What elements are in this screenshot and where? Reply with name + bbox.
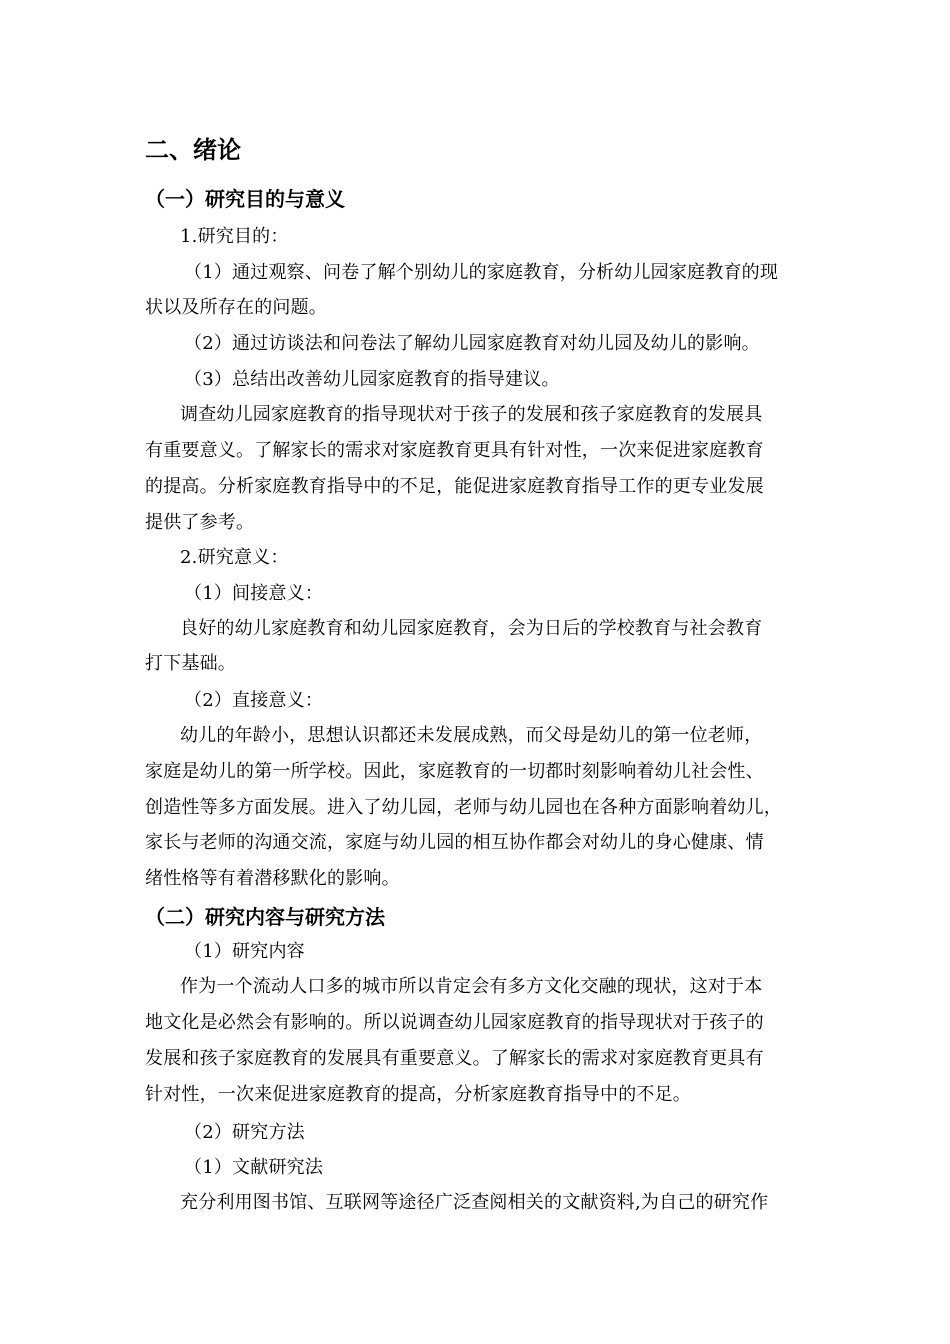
literature-method-label: （1）文献研究法 (184, 1157, 324, 1178)
research-content-line: 地文化是必然会有影响的。所以说调查幼儿园家庭教育的指导现状对于孩子的 (145, 1012, 764, 1033)
research-content-line: 发展和孩子家庭教育的发展具有重要意义。了解家长的需求对家庭教育更具有 (145, 1048, 764, 1069)
direct-significance-line: 幼儿的年龄小，思想认识都还未发展成熟，而父母是幼儿的第一位老师， (180, 725, 763, 746)
indirect-significance-line: 打下基础。 (145, 653, 236, 674)
direct-significance-label: （2）直接意义： (184, 690, 324, 711)
purpose-label: 1.研究目的： (180, 226, 289, 247)
significance-label: 2.研究意义： (180, 547, 289, 568)
purpose-item-3: （3）总结出改善幼儿园家庭教育的指导建议。 (184, 369, 560, 390)
direct-significance-line: 创造性等多方面发展。进入了幼儿园，老师与幼儿园也在各种方面影响着幼儿， (145, 797, 782, 818)
indirect-significance-label: （1）间接意义： (184, 583, 324, 604)
research-method-label: （2）研究方法 (184, 1122, 305, 1143)
chapter-heading: 二、绪论 (145, 136, 241, 164)
body-paragraph-line: 的提高。分析家庭教育指导中的不足，能促进家庭教育指导工作的更专业发展 (145, 476, 764, 497)
section-heading-purpose-significance: （一）研究目的与意义 (145, 187, 345, 211)
purpose-item-1-line-1: （1）通过观察、问卷了解个别幼儿的家庭教育，分析幼儿园家庭教育的现 (184, 262, 779, 283)
research-content-label: （1）研究内容 (184, 941, 305, 962)
purpose-item-1-line-2: 状以及所存在的问题。 (145, 297, 327, 318)
direct-significance-line: 绪性格等有着潜移默化的影响。 (145, 868, 400, 889)
body-paragraph-line: 调查幼儿园家庭教育的指导现状对于孩子的发展和孩子家庭教育的发展具 (180, 404, 763, 425)
body-paragraph-line: 有重要意义。了解家长的需求对家庭教育更具有针对性，一次来促进家庭教育 (145, 440, 764, 461)
indirect-significance-line: 良好的幼儿家庭教育和幼儿园家庭教育，会为日后的学校教育与社会教育 (180, 618, 763, 639)
research-content-line: 作为一个流动人口多的城市所以肯定会有多方文化交融的现状，这对于本 (180, 976, 763, 997)
direct-significance-line: 家长与老师的沟通交流，家庭与幼儿园的相互协作都会对幼儿的身心健康、情 (145, 832, 764, 853)
purpose-item-2: （2）通过访谈法和问卷法了解幼儿园家庭教育对幼儿园及幼儿的影响。 (184, 333, 760, 354)
direct-significance-line: 家庭是幼儿的第一所学校。因此，家庭教育的一切都时刻影响着幼儿社会性、 (145, 761, 764, 782)
section-heading-content-methods: （二）研究内容与研究方法 (145, 905, 385, 929)
research-content-line: 针对性，一次来促进家庭教育的提高，分析家庭教育指导中的不足。 (145, 1084, 691, 1105)
literature-method-line: 充分利用图书馆、互联网等途径广泛查阅相关的文献资料,为自己的研究作 (180, 1192, 769, 1213)
body-paragraph-line: 提供了参考。 (145, 512, 255, 533)
